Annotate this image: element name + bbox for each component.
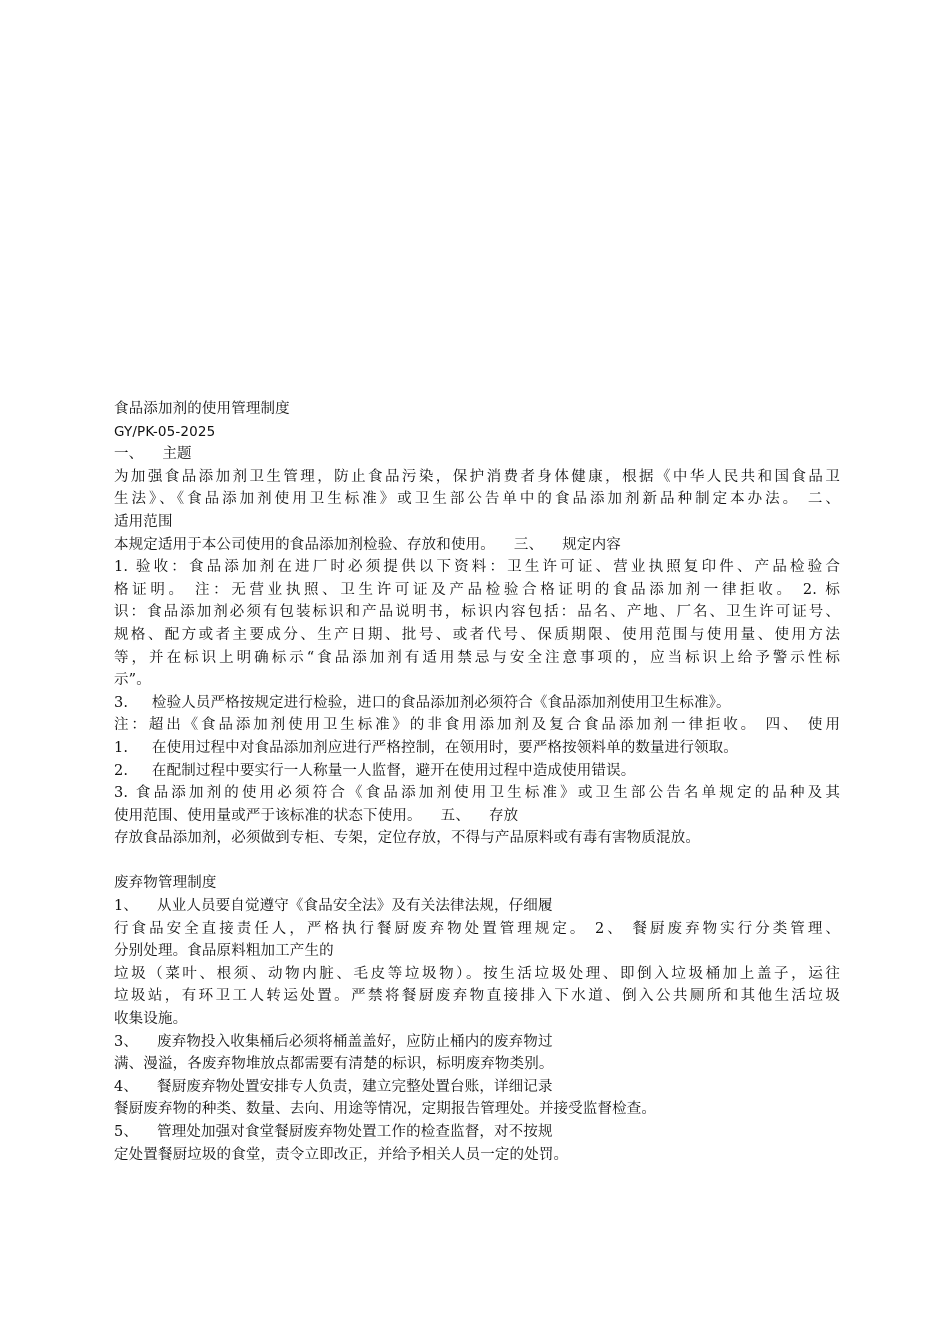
section-title-waste: 废弃物管理制度 — [114, 875, 217, 892]
body-line: 本规定适用于本公司使用的食品添加剂检验、存放和使用。 三、 规定内容 — [114, 536, 621, 553]
body-line: 收集设施。 — [114, 1011, 188, 1028]
body-line: 定处置餐厨垃圾的食堂，责令立即改正，并给予相关人员一定的处罚。 — [114, 1146, 569, 1163]
body-line: 格证明。 注：无营业执照、卫生许可证及产品检验合格证明的食品添加剂一律拒收。 2. 标 — [114, 581, 840, 598]
section-heading-topic: 一、 主题 — [114, 446, 192, 463]
body-line: 垃圾站，有环卫工人转运处置。严禁将餐厨废弃物直接排入下水道、倒入公共厕所和其他生活垃圾 — [114, 988, 840, 1005]
document-title: 食品添加剂的使用管理制度 — [114, 401, 290, 417]
body-line: 存放食品添加剂，必须做到专柜、专架，定位存放，不得与产品原料或有毒有害物质混放。 — [114, 830, 700, 847]
body-line: 3. 食品添加剂的使用必须符合《食品添加剂使用卫生标准》或卫生部公告名单规定的品种及其 — [114, 785, 840, 802]
body-line: 行食品安全直接责任人，严格执行餐厨废弃物处置管理规定。 2、 餐厨废弃物实行分类管理、 — [114, 920, 840, 937]
body-line: 适用范围 — [114, 513, 173, 530]
body-line: 满、漫溢，各废弃物堆放点都需要有清楚的标识，标明废弃物类别。 — [114, 1056, 554, 1073]
body-line: 示”。 — [114, 672, 151, 689]
body-line: 注：超出《食品添加剂使用卫生标准》的非食用添加剂及复合食品添加剂一律拒收。 四、 使用 — [114, 717, 840, 734]
body-line: 3. 检验人员严格按规定进行检验，进口的食品添加剂必须符合《食品添加剂使用卫生标准》。 — [114, 694, 731, 711]
body-line: 使用范围、使用量或严于该标准的状态下使用。 五、 存放 — [114, 807, 519, 824]
body-line: 分别处理。食品原料粗加工产生的 — [114, 943, 334, 960]
body-line: 为加强食品添加剂卫生管理，防止食品污染，保护消费者身体健康，根据《中华人民共和国食品卫 — [114, 468, 840, 485]
body-line: 4、 餐厨废弃物处置安排专人负责，建立完整处置台账，详细记录 — [114, 1078, 553, 1095]
document-body — [114, 398, 840, 1166]
body-line: 2. 在配制过程中要实行一人称量一人监督，避开在使用过程中造成使用错误。 — [114, 762, 636, 779]
body-line: 等，并在标识上明确标示“食品添加剂有适用禁忌与安全注意事项的，应当标识上给予警示性标 — [114, 649, 840, 666]
body-line: 餐厨废弃物的种类、数量、去向、用途等情况，定期报告管理处。并接受监督检查。 — [114, 1101, 657, 1118]
blank-line — [114, 850, 840, 873]
body-line: 识：食品添加剂必须有包装标识和产品说明书，标识内容包括：品名、产地、厂名、卫生许可证号、 — [114, 604, 840, 621]
body-line: 5、 管理处加强对食堂餐厨废弃物处置工作的检查监督，对不按规 — [114, 1124, 553, 1140]
body-line: 垃圾（菜叶、根须、动物内脏、毛皮等垃圾物）。按生活垃圾处理、即倒入垃圾桶加上盖子，运往 — [114, 965, 840, 982]
body-line: 生法》、《食品添加剂使用卫生标准》或卫生部公告单中的食品添加剂新品种制定本办法。 二、 — [114, 491, 840, 508]
body-line: 1. 在使用过程中对食品添加剂应进行严格控制，在领用时，要严格按领料单的数量进行领取。 — [114, 739, 738, 756]
body-line: 规格、配方或者主要成分、生产日期、批号、或者代号、保质期限、使用范围与使用量、使用方法 — [114, 626, 840, 643]
body-line: 3、 废弃物投入收集桶后必须将桶盖盖好，应防止桶内的废弃物过 — [114, 1033, 553, 1050]
body-line: 1、 从业人员要自觉遵守《食品安全法》及有关法律法规，仔细履 — [114, 898, 553, 915]
document-code: GY/PK-05-2025 — [114, 423, 216, 440]
body-line: 1. 验收：食品添加剂在进厂时必须提供以下资料：卫生许可证、营业执照复印件、产品检验合 — [114, 559, 840, 576]
